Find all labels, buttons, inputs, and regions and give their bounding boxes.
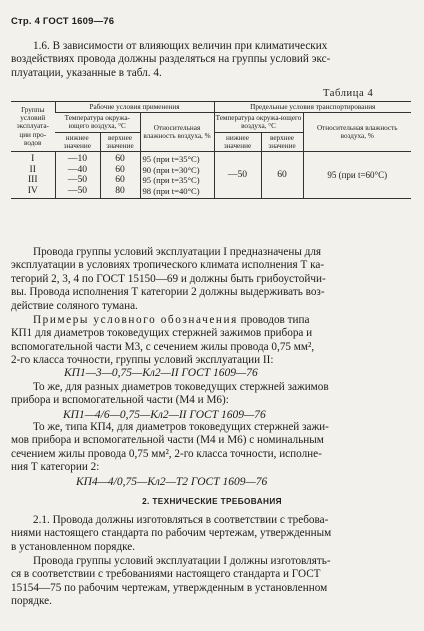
designation-formula-1: КП1—3—0,75—Кл2—II ГОСТ 1609—76 <box>64 367 258 379</box>
group-value: II <box>29 163 36 175</box>
paragraph-group-1 <box>11 246 411 313</box>
text-line: 1.6. В зависимости от влияющих величин при климатических <box>33 40 328 52</box>
text-line: Провода группы условий эксплуатации I должны изготовлять- <box>33 555 331 567</box>
humidity-value: 98 (при t=40°С) <box>142 185 200 196</box>
text-line: КП1 для диаметров токоведущих стержней зажимов прибора и <box>11 327 313 340</box>
text-line: тегорий 2, 3, 4 по ГОСТ 15150—69 и должны быть грибоустойчи- <box>11 272 326 285</box>
text-line: мов прибора и вспомогательной части (М4 и М6) с номинальным <box>11 434 324 447</box>
paragraph-same-2 <box>11 421 411 475</box>
group-value: I <box>31 153 35 165</box>
transport-low-cell: —50 <box>214 152 261 199</box>
transport-humidity-cell: 95 (при t=60°С) <box>303 152 411 199</box>
designation-formula-3: КП4—4/0,75—Кл2—Т2 ГОСТ 1609—76 <box>76 476 268 488</box>
text-line <box>11 314 411 327</box>
high-value: 60 <box>115 174 125 186</box>
text-line: эксплуатации в условиях тропического климата исполнения Т ка- <box>11 259 325 272</box>
low-values-cell <box>55 152 100 199</box>
header-work-conditions: Рабочие условия применения <box>55 102 214 113</box>
text-line: плуатации, указанные в табл. 4. <box>11 66 162 79</box>
header-high: верхнее значение <box>100 132 140 151</box>
text-line: 2.1. Провода должны изготовляться в соответствии с требова- <box>33 514 329 526</box>
low-value: —40 <box>67 163 88 175</box>
paragraph-1-6 <box>11 40 411 80</box>
text-line: 15154—75 по рабочим чертежам, утвержденным в установленном <box>11 581 328 594</box>
text-line: То же, для разных диаметров токоведущих стержней зажимов <box>33 381 329 393</box>
low-value: —50 <box>67 184 88 196</box>
humidity-value: 95 (при t=35°С) <box>142 175 200 186</box>
text-line: ся в соответствии с требованиями настоящего стандарта и ГОСТ <box>11 568 321 581</box>
humidity-values-cell <box>140 152 214 199</box>
header-low-transport: нижнее значение <box>214 132 261 151</box>
groups-cell <box>11 152 55 199</box>
text-line: вспомогательной части М3, с сечением жилы провода 0,75 мм², <box>11 340 315 353</box>
spaced-lead: Примеры условного обозначения <box>33 314 238 326</box>
text-line: воздействиях провода должны разделяться на группы условий экс- <box>11 53 331 66</box>
page-header: Стр. 4 ГОСТ 1609—76 <box>11 16 115 27</box>
header-low: нижнее значение <box>55 132 100 151</box>
high-value: 60 <box>115 153 125 165</box>
table-4 <box>11 101 411 199</box>
high-value: 80 <box>115 184 125 196</box>
humidity-value: 95 (при t=35°С) <box>142 154 200 165</box>
text-line: порядке. <box>11 595 52 608</box>
designation-formula-2: КП1—4/6—0,75—Кл2—II ГОСТ 1609—76 <box>63 409 266 421</box>
transport-high-cell: 60 <box>261 152 303 199</box>
paragraph-2-1-continued <box>11 555 411 609</box>
text-line: ния Т категории 2: <box>11 461 100 474</box>
header-temperature: Температура окружа-ющего воздуха, °С <box>55 113 140 132</box>
header-humidity: Относительная влажность воздуха, % <box>140 113 214 152</box>
header-group: Группы условий эксплуата-ции про-водов <box>11 102 55 152</box>
paragraph-examples <box>11 314 411 368</box>
text-line: Провода группы условий эксплуатации I предназначены для <box>33 246 322 258</box>
header-transport-conditions: Предельные условия транспортирования <box>214 102 411 113</box>
header-temperature-transport: Температура окружа-ющего воздуха, °С <box>215 114 302 131</box>
header-humidity-transport: Относительная влажность воздуха, % <box>303 113 411 152</box>
table-title: Таблица 4 <box>323 88 374 99</box>
paragraph-same-1 <box>11 381 411 408</box>
text-line: сечением жилы провода 0,75 мм², 2-го класса точности, исполне- <box>11 447 322 460</box>
text-line: То же, типа КП4, для диаметров токоведущих стержней зажи- <box>33 421 329 433</box>
section-2-title: 2. ТЕХНИЧЕСКИЕ ТРЕБОВАНИЯ <box>142 497 282 506</box>
low-value: —10 <box>67 153 88 165</box>
humidity-value: 90 (при t=30°С) <box>142 164 200 175</box>
group-value: IV <box>27 184 38 196</box>
high-values-cell <box>100 152 140 199</box>
text-line: в установленном порядке. <box>11 540 136 553</box>
lead-rest: проводов типа <box>237 314 310 326</box>
header-high-transport: верхнее значение <box>261 132 303 151</box>
group-value: III <box>27 174 38 186</box>
text-line: 2-го класса точности, группы условий эксплуатации II: <box>11 354 274 367</box>
text-line: вы. Провода исполнения Т категории 2 должны выдерживать воз- <box>11 286 325 299</box>
text-line: ниями настоящего стандарта по рабочим чертежам, утвержденным <box>11 527 332 540</box>
low-value: —50 <box>67 174 88 186</box>
high-value: 60 <box>115 163 125 175</box>
text-line: действие соляного тумана. <box>11 299 138 312</box>
text-line: прибора и вспомогательной части (М4 и М6): <box>11 394 229 407</box>
paragraph-2-1 <box>11 514 411 554</box>
